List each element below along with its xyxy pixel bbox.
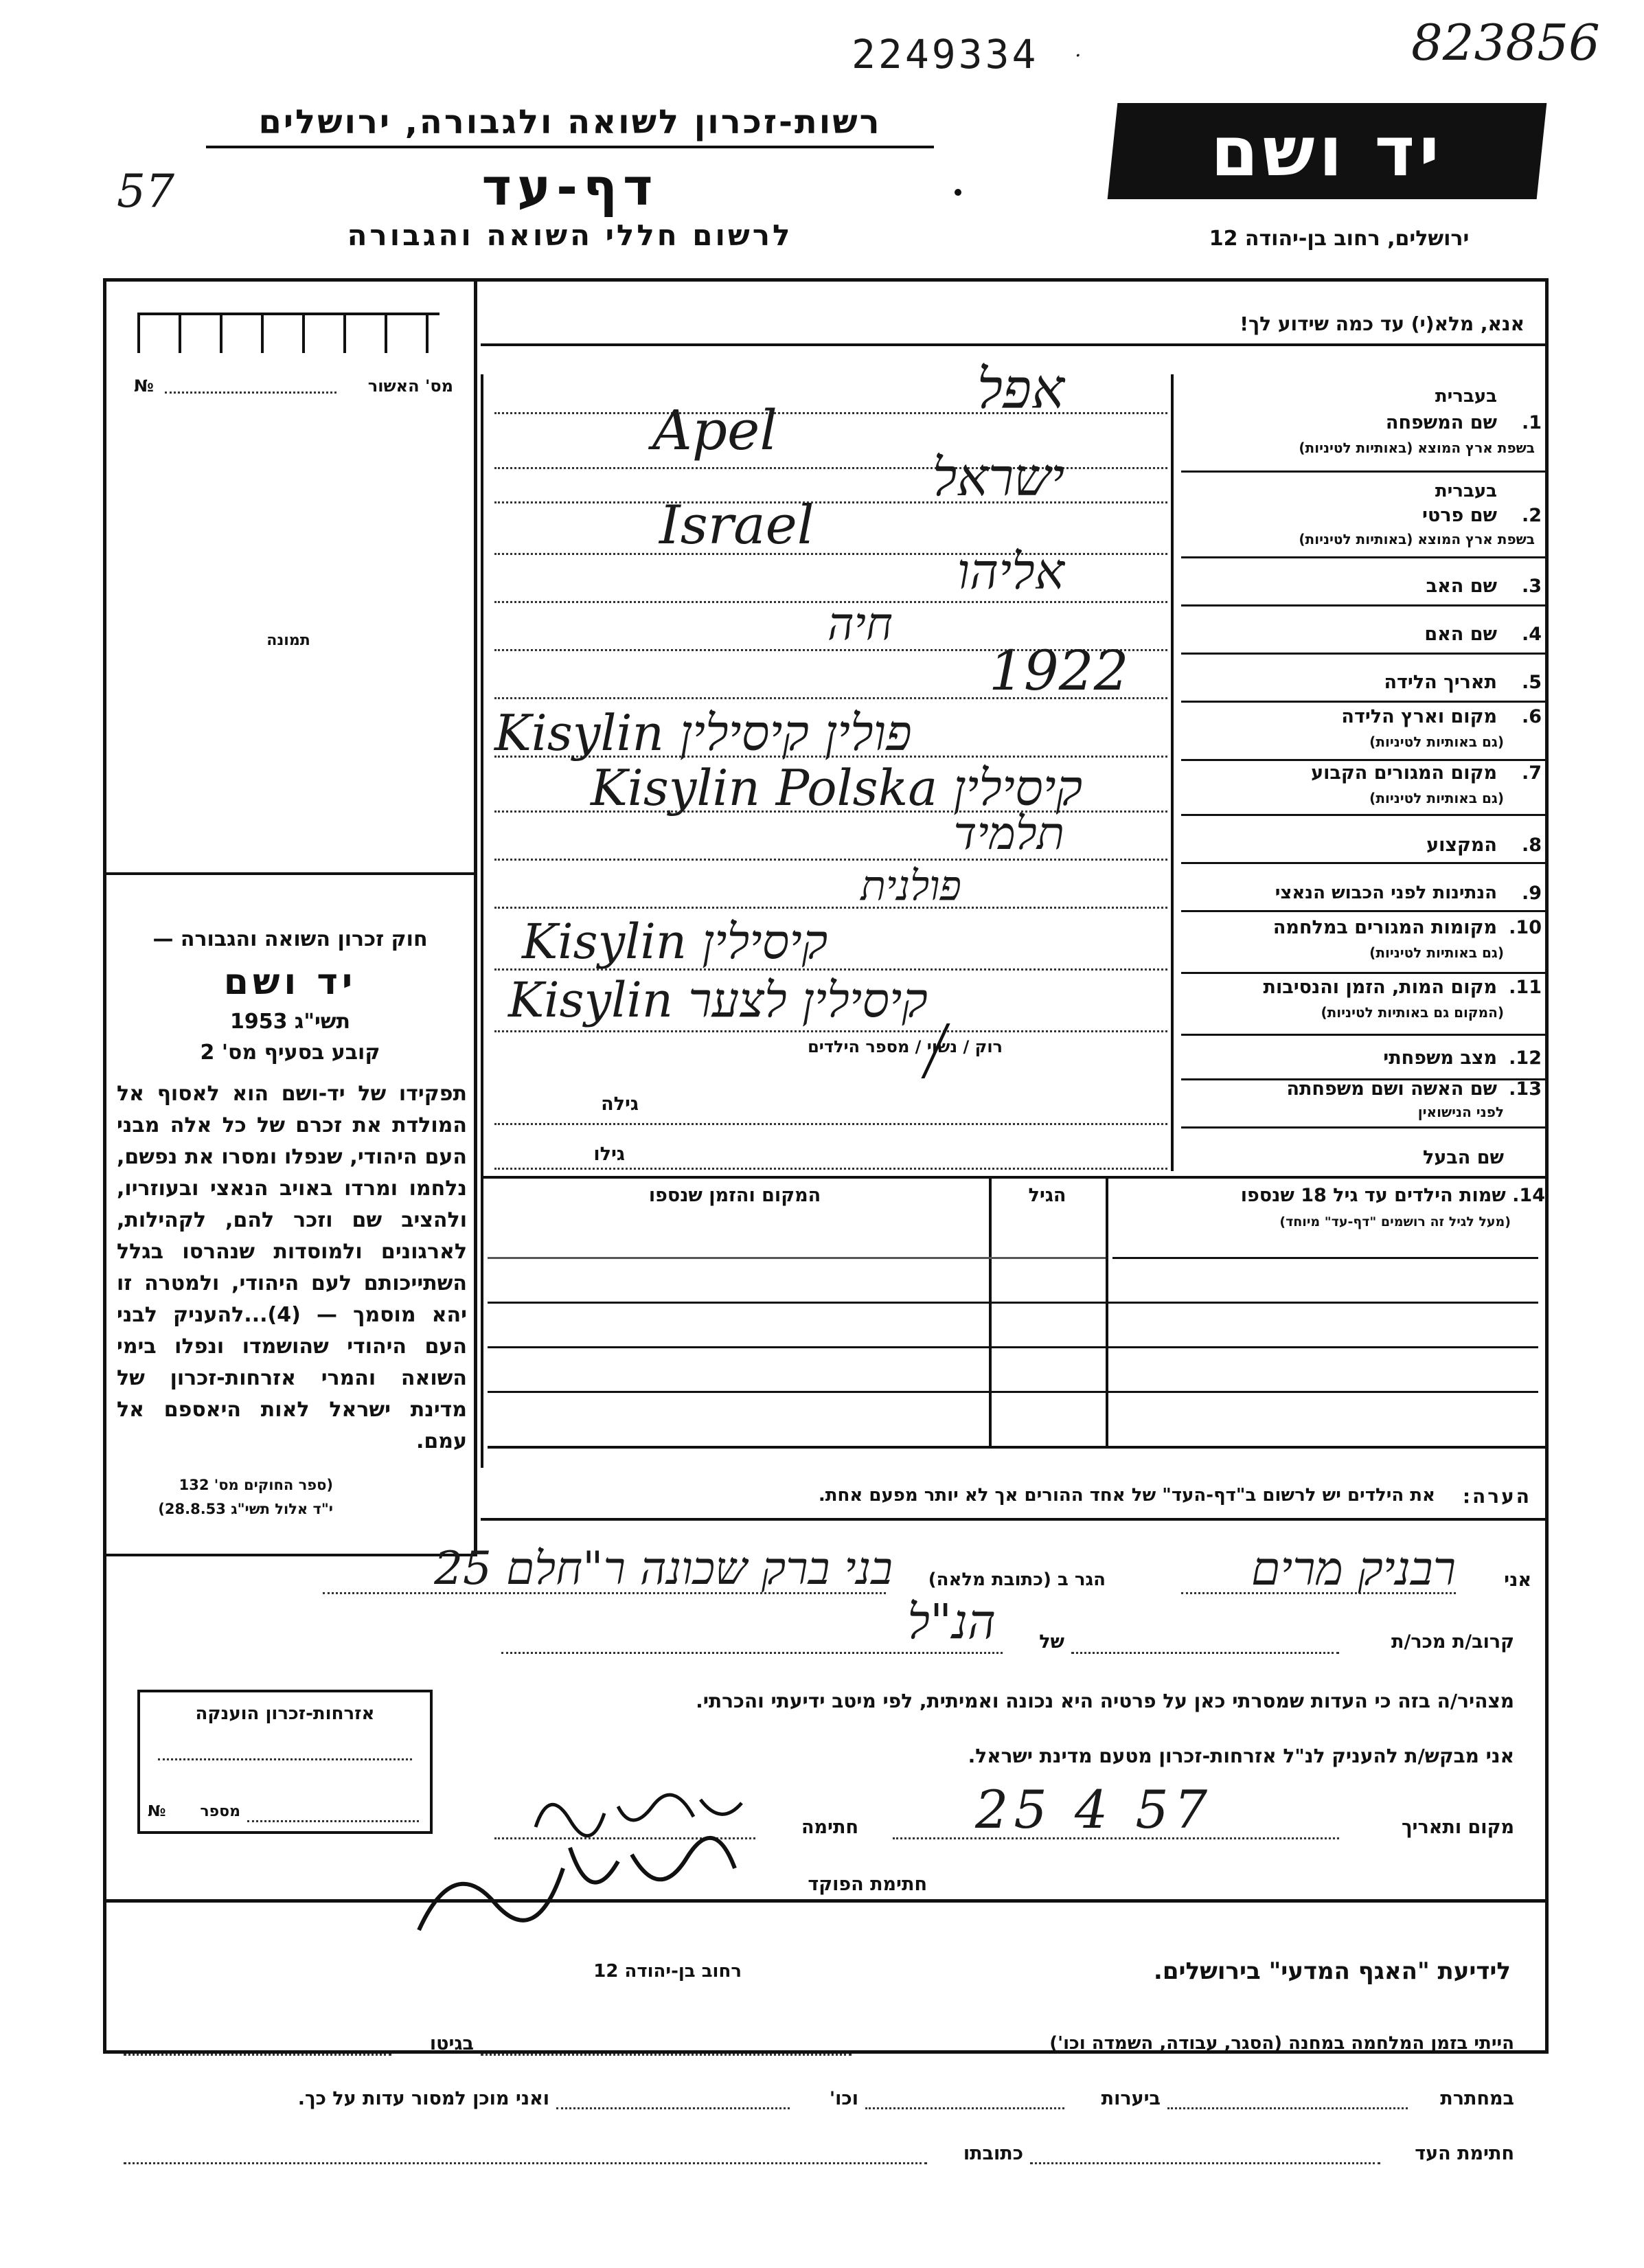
- bottom-address: רחוב בן-יהודה 12: [593, 1961, 742, 1982]
- field-11-sub: (המקום גם באותיות לטיניות): [1321, 1004, 1504, 1021]
- form-subtitle: לרשום חללי השואה והגבורה: [347, 218, 793, 252]
- witness-address-value: בני ברק שכונה ר"חלם 25: [434, 1542, 893, 1595]
- bottom-address-label: כתובתו: [963, 2143, 1023, 2164]
- children-title: 14. שמות הילדים עד גיל 18 שנספו: [1240, 1185, 1545, 1206]
- law-text: תפקידו של יד-ושם הוא לאסוף אל המולדת את זכרם של כל אלה מבני העם היהודי, שנפלו ומסרו את נפשם, נלחמו ומרדו באויב הנאצי ובעוזריו, ולהציב שם וזכר להם, לקהילות, לארגונים ולמוסדות שנהרסו בגלל השתייכותם לעם היהודי, ולמטרה זו יהא מוסמך — (4)...להעניק לבני העם היהודי שהושמדו ונפלו בימי השואה והמרי אזרחות-זכרון של מדינת ישראל לאות היאספם אל עמם.: [117, 1082, 467, 1453]
- field-2-tag: בעברית: [1435, 481, 1497, 501]
- archive-number: 823856: [1411, 14, 1600, 71]
- residence-value: Kisylin Polska קיסילין: [591, 759, 1083, 817]
- children-sub: (מעל לגיל זה רושמים "דף-עד" מיוחד): [1279, 1214, 1511, 1229]
- field-2-label: שם פרטי: [1422, 505, 1497, 526]
- citizenship-no-symbol: №: [148, 1803, 166, 1820]
- law-clause: קובע בסעיף מס' 2: [200, 1041, 380, 1065]
- witness-of-label: של: [1039, 1631, 1064, 1653]
- official-signature: [412, 1827, 755, 1944]
- first-name-hebrew: ישראל: [932, 446, 1064, 508]
- address: ירושלים, רחוב בן-יהודה 12: [1209, 227, 1470, 251]
- field-9-num: 9.: [1521, 883, 1542, 904]
- note-text: את הילדים יש לרשום ב"דף-העד" של אחד ההורים אך לא יותר מפעם אחת.: [818, 1485, 1435, 1506]
- family-name-latin: Apel: [652, 398, 777, 462]
- witness-ani: אני: [1504, 1569, 1531, 1591]
- field-4-num: 4.: [1521, 624, 1542, 645]
- bottom-etc: וכו': [829, 2088, 858, 2109]
- family-name-hebrew: אפל: [977, 357, 1064, 421]
- birth-place-value: Kisylin פולין קיסילין: [494, 704, 912, 762]
- law-title: חוק זכרון השואה והגבורה —: [152, 927, 428, 951]
- field-6-num: 6.: [1521, 706, 1542, 727]
- field-10-sub: (גם באותיות לטיניות): [1369, 944, 1504, 961]
- field-1-tag: בעברית: [1435, 386, 1497, 407]
- law-year: תשי"ג 1953: [229, 1010, 351, 1034]
- signature-label: חתימה: [801, 1817, 858, 1838]
- husband-age-label: גילו: [593, 1144, 625, 1165]
- please-fill: אנא, מלא(י) עד כמה שידוע לך!: [1240, 313, 1525, 335]
- law-ref-1: (ספר החוקים מס' 132: [179, 1477, 333, 1493]
- field-4-label: שם האם: [1424, 624, 1497, 645]
- witness-relation-value: הנ"ל: [907, 1594, 996, 1650]
- field-7-label: מקום המגורים הקבוע: [1311, 762, 1497, 784]
- witness-name-value: רבניק מרים: [1251, 1542, 1456, 1596]
- field-1-sub: בשפת ארץ המוצא (באותיות לטיניות): [1299, 440, 1535, 456]
- field-11-num: 11.: [1509, 977, 1542, 998]
- children-col-place: המקום והזמן שנספו: [648, 1185, 821, 1206]
- law-name: יד ושם: [223, 962, 357, 1003]
- field-7-num: 7.: [1521, 762, 1542, 784]
- bottom-ghetto: בגיטו: [429, 2033, 474, 2054]
- husband-name-label: שם הבעל: [1422, 1147, 1504, 1168]
- witness-request: אני מבקש/ת להעניק לנ"ל אזרחות-זכרון מטעם מדינת ישראל.: [968, 1745, 1514, 1767]
- field-6-label: מקום וארץ הלידה: [1341, 706, 1497, 727]
- law-ref-2: י"ד אלול תשי"ג 28.8.53): [158, 1501, 333, 1517]
- field-8-label: המקצוע: [1426, 835, 1497, 856]
- profession-value: תלמיד: [953, 807, 1064, 860]
- field-1-num: 1.: [1521, 412, 1542, 433]
- death-place-value: Kisylin קיסילין לצער: [508, 972, 928, 1028]
- field-1-label: שם המשפחה: [1385, 412, 1497, 433]
- nationality-value: פולנית: [860, 862, 961, 910]
- margin-note: 57: [117, 165, 174, 218]
- citizenship-number-label: מספר: [200, 1803, 240, 1820]
- field-5-num: 5.: [1521, 672, 1542, 693]
- field-10-label: מקומות המגורים במלחמה: [1272, 917, 1497, 938]
- field-13-num: 13.: [1509, 1078, 1542, 1100]
- field-6-sub: (גם באותיות לטיניות): [1369, 734, 1504, 750]
- field-10-num: 10.: [1509, 917, 1542, 938]
- field-9-label: הנתינות לפני הכבוש הנאצי: [1275, 883, 1497, 903]
- bottom-forests: ביערות: [1101, 2088, 1161, 2109]
- birth-date-value: 1922: [989, 639, 1129, 703]
- wife-age-label: גילה: [601, 1093, 639, 1115]
- field-2-num: 2.: [1521, 505, 1542, 526]
- marital-status-options: רוק / נשוי / מספר הילדים: [808, 1037, 1003, 1056]
- yad-vashem-logo: יד ושם: [1108, 103, 1547, 199]
- witness-relation-label: קרוב/ת מכר/ת: [1391, 1631, 1514, 1653]
- field-12-label: מצב משפחתי: [1383, 1047, 1497, 1069]
- org-name: רשות-זכרון לשואה ולגבורה, ירושלים: [206, 103, 934, 148]
- photo-label: תמונה: [266, 632, 310, 649]
- citizenship-title: אזרחות-זכרון הוענקה: [195, 1703, 375, 1724]
- first-name-latin: Israel: [659, 495, 814, 556]
- form-title: דף-עד: [481, 158, 659, 217]
- mother-name-value: חיה: [827, 598, 893, 650]
- field-2-sub: בשפת ארץ המוצא (באותיות לטיניות): [1299, 531, 1535, 547]
- field-13-label: שם האשה ושם משפחתה: [1286, 1078, 1497, 1100]
- field-11-label: מקום המות, הזמן והנסיבות: [1263, 977, 1497, 998]
- bottom-line1: הייתי בזמן המלחמה במחנה (הסגר, עבודה, השמדה וכו'): [1049, 2033, 1514, 2054]
- witness-declaration: מצהיר/ה בזה כי העדות שמסרתי כאן על פרטיה היא נכונה ואמיתית, לפי מיטב ידיעתי והכרתי.: [696, 1690, 1514, 1712]
- field-12-num: 12.: [1509, 1047, 1542, 1069]
- place-date-label: מקום ותאריך: [1401, 1817, 1514, 1838]
- witness-resident-label: הגר ב (כתובת מלאה): [928, 1569, 1106, 1590]
- bottom-ready: ואני מוכן למסור עדות על כך.: [297, 2088, 549, 2109]
- field-3-num: 3.: [1521, 576, 1542, 597]
- field-8-num: 8.: [1521, 835, 1542, 856]
- note-label: הערה:: [1462, 1485, 1531, 1508]
- bottom-underground: במחתרת: [1440, 2088, 1514, 2109]
- serial-number: 2249334: [852, 31, 1039, 78]
- field-7-sub: (גם באותיות לטיניות): [1369, 790, 1504, 806]
- approval-no-symbol: №: [134, 376, 154, 396]
- field-5-label: תאריך הלידה: [1384, 672, 1497, 693]
- approval-boxes: [137, 313, 439, 353]
- wartime-residence-value: Kisylin קיסילין: [522, 914, 828, 970]
- field-13-sub: לפני הנישואין: [1417, 1104, 1504, 1120]
- children-col-age: הגיל: [1028, 1185, 1066, 1206]
- bottom-witness-signature: חתימת העד: [1415, 2143, 1514, 2164]
- bottom-title: לידיעת "האגף המדעי" בירושלים.: [1153, 1958, 1511, 1985]
- date-value: 25 4 57: [975, 1779, 1213, 1840]
- approval-label: מס' האשור: [367, 376, 453, 396]
- field-3-label: שם האב: [1426, 576, 1497, 597]
- father-name-value: אליהו: [957, 543, 1064, 600]
- official-signature-label: חתימת הפוקד: [808, 1874, 927, 1895]
